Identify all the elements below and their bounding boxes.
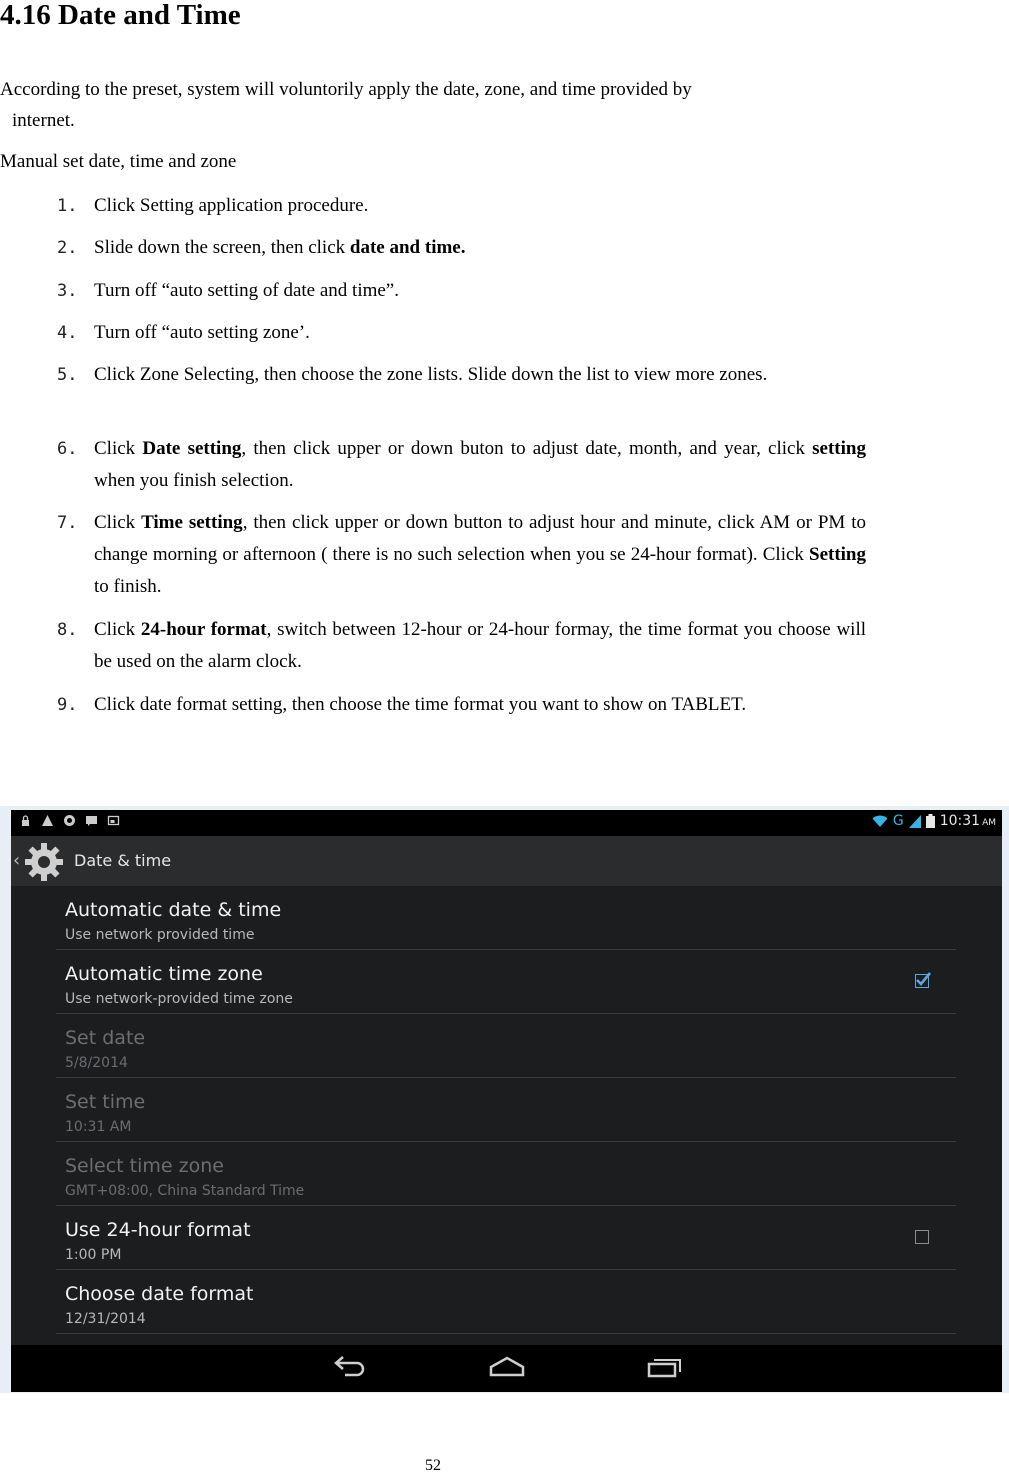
intro-line-1: According to the preset, system will voluntorily apply the date, zone, and time provided by xyxy=(0,79,692,100)
step-number: 5. xyxy=(57,365,78,385)
checkbox-checked[interactable] xyxy=(915,974,929,988)
clock-time: 10:31 xyxy=(939,813,981,829)
setting-subtitle: GMT+08:00, China Standard Time xyxy=(65,1183,305,1199)
step-text-bold: Date setting xyxy=(142,438,242,459)
step-text-run: Click xyxy=(94,512,142,533)
step-text xyxy=(94,359,866,391)
step-text xyxy=(94,232,866,264)
setting-title: Automatic date & time xyxy=(65,899,282,921)
setting-title: Set time xyxy=(65,1091,146,1113)
setting-subtitle: 10:31 AM xyxy=(65,1119,132,1135)
step-item xyxy=(57,507,866,603)
step-text-bold: 24-hour format xyxy=(140,619,267,640)
screenshot-icon xyxy=(107,814,120,827)
setting-title: Select time zone xyxy=(65,1155,224,1177)
step-text xyxy=(94,507,866,603)
step-number: 8. xyxy=(57,620,78,640)
step-text-bold: Setting xyxy=(809,544,866,565)
setting-title: Set date xyxy=(65,1027,146,1049)
step-item xyxy=(57,275,866,307)
step-text-bold: setting xyxy=(812,438,866,459)
step-text xyxy=(94,689,866,721)
setting-subtitle: Use network-provided time zone xyxy=(65,991,293,1007)
step-number: 1. xyxy=(57,196,78,216)
step-number: 3. xyxy=(57,281,78,301)
step-number: 2. xyxy=(57,238,78,258)
step-text-run: to finish. xyxy=(94,576,162,597)
step-text-run: Click Setting application procedure. xyxy=(94,195,369,216)
setting-subtitle: Use network provided time xyxy=(65,927,255,943)
step-text-run: Click Zone Selecting, then choose the zone lists. Slide down the list to view more zones. xyxy=(94,364,768,385)
step-text-run: Turn off “auto setting of date and time”. xyxy=(94,280,399,301)
step-item xyxy=(57,433,866,497)
home-icon[interactable] xyxy=(489,1355,525,1379)
step-number: 9. xyxy=(57,695,78,715)
checkmark-icon xyxy=(914,970,932,988)
status-indicators xyxy=(872,813,996,829)
setting-title: Automatic time zone xyxy=(65,963,263,985)
tablet-screenshot xyxy=(0,806,1009,1393)
intro-line-2: internet. xyxy=(12,110,75,131)
intro-paragraph xyxy=(0,74,866,136)
step-text xyxy=(94,433,866,497)
section-heading: 4.16 Date and Time xyxy=(0,0,241,31)
setting-choose-date-format[interactable] xyxy=(56,1270,956,1334)
step-item xyxy=(57,190,866,222)
settings-screen xyxy=(11,810,1002,1392)
step-text-run: Click xyxy=(94,619,141,640)
checkbox-unchecked[interactable] xyxy=(915,1230,929,1244)
setting-title: Choose date format xyxy=(65,1283,254,1305)
setting-subtitle: 12/31/2014 xyxy=(65,1311,146,1327)
step-number: 6. xyxy=(57,439,78,459)
message-icon xyxy=(85,814,98,827)
step-text-bold: date and time. xyxy=(349,237,466,258)
setting-automatic-time-zone[interactable] xyxy=(56,950,956,1014)
wifi-icon xyxy=(872,815,888,828)
setting-set-time[interactable] xyxy=(56,1078,956,1142)
step-item xyxy=(57,317,866,349)
step-item xyxy=(57,689,866,721)
network-type: G xyxy=(892,813,904,829)
step-text-run: Click date format setting, then choose the time format you want to show on TABLET. xyxy=(94,694,747,715)
step-text xyxy=(94,190,866,222)
step-text-run: , then click upper or down button to adjust hour and minute, click AM or PM to change morning or afternoon ( there is no such selection when you se 24-hour format). Click xyxy=(94,512,866,565)
page-number: 52 xyxy=(425,1457,441,1474)
setting-select-time-zone[interactable] xyxy=(56,1142,956,1206)
clock-ampm: AM xyxy=(982,818,996,828)
battery-icon xyxy=(926,814,935,828)
sync-icon xyxy=(63,814,76,827)
step-number: 4. xyxy=(57,323,78,343)
action-bar-title: Date & time xyxy=(74,851,172,870)
notification-icons xyxy=(19,814,120,827)
settings-gear-icon[interactable] xyxy=(24,842,64,882)
step-text-run: , then click upper or down buton to adjust date, month, and year, click xyxy=(241,438,813,459)
signal-icon xyxy=(909,815,921,828)
step-text-run: Turn off “auto setting zone’. xyxy=(94,322,310,343)
step-number: 7. xyxy=(57,513,78,533)
step-text-run: , switch between 12-hour or 24-hour formay, the time format you choose will be used on the alarm clock. xyxy=(94,619,866,672)
setting-set-date[interactable] xyxy=(56,1014,956,1078)
back-caret-icon[interactable]: ‹ xyxy=(13,850,21,871)
lock-icon xyxy=(19,814,32,827)
step-item xyxy=(57,614,866,678)
step-text-run: Click xyxy=(94,438,143,459)
action-bar xyxy=(11,836,1002,886)
back-icon[interactable] xyxy=(333,1355,367,1379)
step-item xyxy=(57,359,866,391)
step-text-bold: Time setting xyxy=(141,512,243,533)
setting-use-24-hour-format[interactable] xyxy=(56,1206,956,1270)
warning-icon xyxy=(41,814,54,827)
step-text-run: Slide down the screen, then click xyxy=(94,237,350,258)
navigation-bar xyxy=(11,1345,1002,1392)
step-text xyxy=(94,317,866,349)
step-item xyxy=(57,232,866,264)
step-text-run: when you finish selection. xyxy=(94,470,294,491)
manual-subheading: Manual set date, time and zone xyxy=(0,151,237,172)
settings-list xyxy=(56,886,956,1334)
setting-subtitle: 5/8/2014 xyxy=(65,1055,128,1071)
setting-subtitle: 1:00 PM xyxy=(65,1247,122,1263)
status-bar xyxy=(11,810,1002,836)
step-text xyxy=(94,614,866,678)
setting-title: Use 24-hour format xyxy=(65,1219,251,1241)
step-text xyxy=(94,275,866,307)
recent-apps-icon[interactable] xyxy=(647,1355,683,1379)
setting-automatic-date-time[interactable] xyxy=(56,886,956,950)
